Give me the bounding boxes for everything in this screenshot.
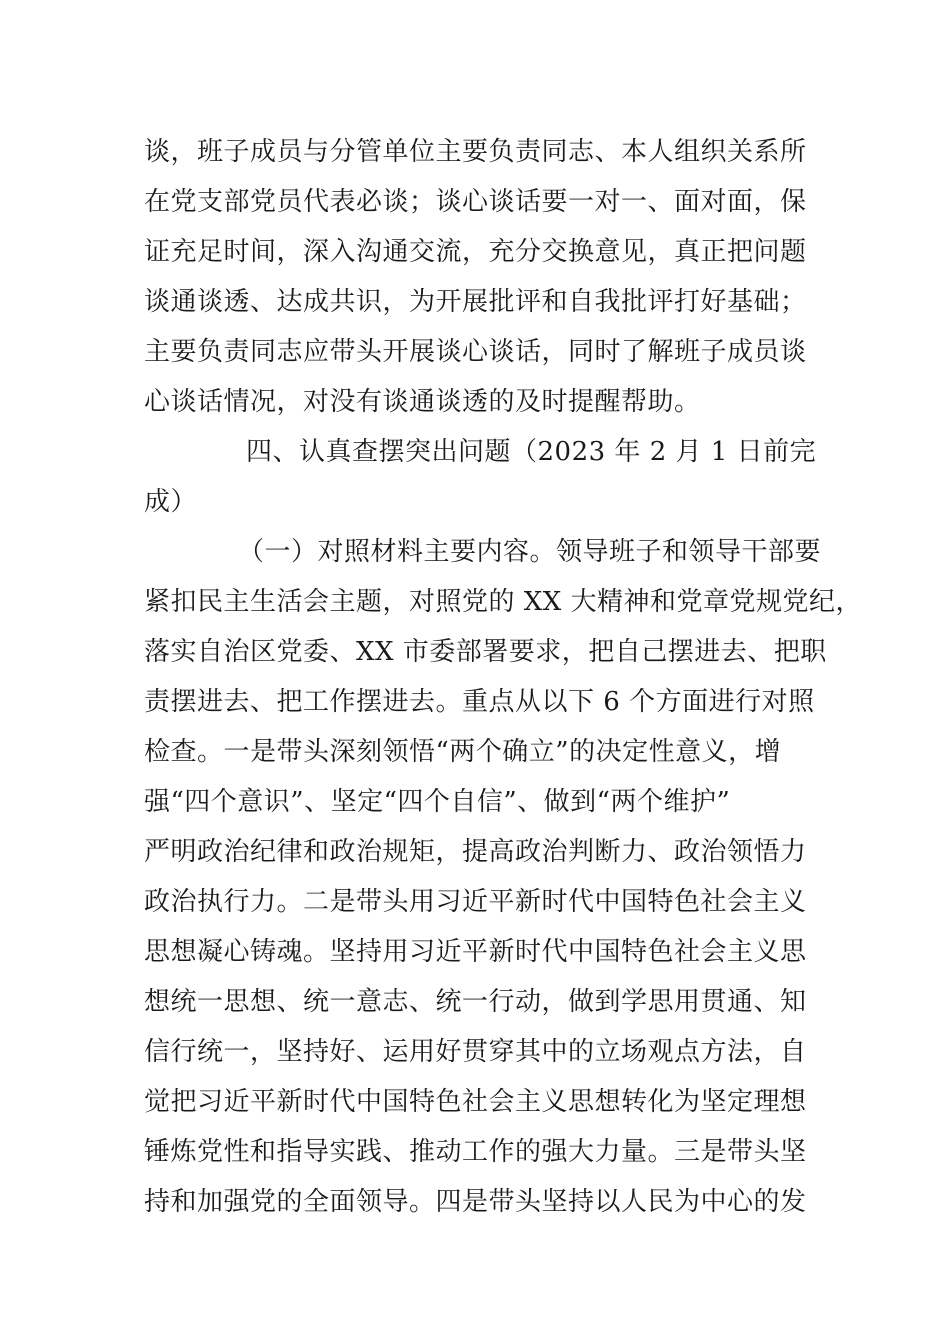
text-line: 谈通谈透、达成共识，为开展批评和自我批评打好基础； [144, 287, 807, 317]
section-heading-continuation: 成） [144, 487, 198, 517]
text-line: 持和加强党的全面领导。四是带头坚持以人民为中心的发 [144, 1187, 807, 1217]
text-line: 谈，班子成员与分管单位主要负责同志、本人组织关系所 [144, 137, 807, 167]
text-line: 政治执行力。二是带头用习近平新时代中国特色社会主义 [144, 887, 807, 917]
text-line: 心谈话情况，对没有谈通谈透的及时提醒帮助。 [144, 387, 701, 417]
text-line: 主要负责同志应带头开展谈心谈话，同时了解班子成员谈 [144, 337, 807, 367]
text-line: 在党支部党员代表必谈；谈心谈话要一对一、面对面，保 [144, 187, 807, 217]
text-line: 锤炼党性和指导实践、推动工作的强大力量。三是带头坚 [144, 1137, 807, 1167]
text-line: 检查。一是带头深刻领悟“两个确立”的决定性意义，增 [144, 737, 782, 767]
subsection-heading: （一）对照材料主要内容。领导班子和领导干部要 [238, 537, 822, 567]
text-line: 信行统一，坚持好、运用好贯穿其中的立场观点方法，自 [144, 1037, 807, 1067]
text-line: 严明政治纪律和政治规矩，提高政治判断力、政治领悟力 [144, 837, 807, 867]
text-line: 思想凝心铸魂。坚持用习近平新时代中国特色社会主义思 [144, 937, 807, 967]
text-line: 责摆进去、把工作摆进去。重点从以下 6 个方面进行对照 [144, 687, 815, 717]
text-line: 想统一思想、统一意志、统一行动，做到学思用贯通、知 [144, 987, 807, 1017]
text-line: 紧扣民主生活会主题，对照党的 XX 大精神和党章党规党纪， [144, 587, 863, 617]
section-heading: 四、认真查摆突出问题（2023 年 2 月 1 日前完 [246, 437, 817, 467]
text-line: 证充足时间，深入沟通交流，充分交换意见，真正把问题 [144, 237, 807, 267]
text-line: 觉把习近平新时代中国特色社会主义思想转化为坚定理想 [144, 1087, 807, 1117]
text-line: 强“四个意识”、坚定“四个自信”、做到“两个维护” [144, 787, 731, 817]
text-line: 落实自治区党委、XX 市委部署要求，把自己摆进去、把职 [144, 637, 827, 667]
